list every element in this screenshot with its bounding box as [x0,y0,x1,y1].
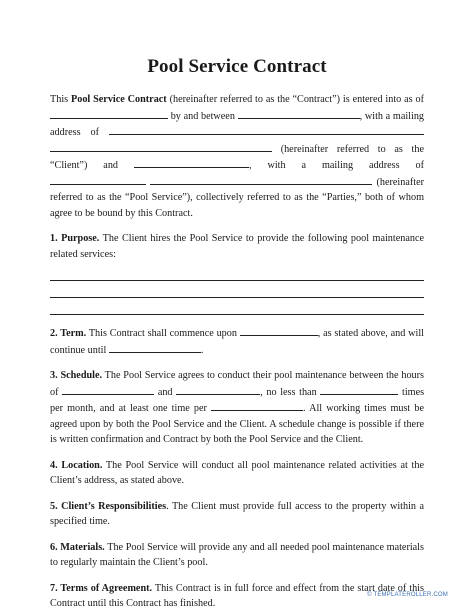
section-client-responsibilities [50,499,424,530]
intro-text: , with a mailing [359,110,425,122]
section-text: This Contract is in full force and effect from the start date of this Contract until this Contract has finished. [50,582,424,609]
client-address-blank[interactable] [109,124,424,135]
commence-date-blank[interactable] [240,325,318,336]
section-text: . [200,344,204,356]
start-hour-blank[interactable] [62,384,154,395]
intro-text: address of [50,127,100,138]
section-text: times per month, and at least one time per [50,386,425,414]
section-text: The Client hires the Pool Service to provide the following pool maintenance related services: [50,233,424,260]
section-heading: 4. Location. [50,459,103,471]
section-term [50,325,424,358]
intro-text: (hereinafter referred to as the “Pool Service”), collectively referred to as the “Parties,” both of whom agree to be bound by this Contract. [50,176,425,219]
intro-text: (hereinafter referred to as the “Contract”) is entered into as of [169,94,424,105]
section-text: and [157,386,173,398]
client-name-blank[interactable] [238,108,360,119]
intro-contract-name: Pool Service Contract [71,94,167,105]
section-text: The Pool Service will conduct all pool maintenance related activities at the Client’s address, as stated above. [50,459,424,486]
section-text: . All working times must be agreed upon by both the Pool Service and the Client. A schedule change is possible if there is written confirmation and Contract by both the Pool Service and the Client. [50,403,424,445]
section-heading: 7. Terms of Agreement. [50,582,153,594]
intro-text: (hereinafter referred to as the “Client”) [50,143,425,171]
client-address-blank-2[interactable] [50,141,272,152]
footer-watermark[interactable]: © TEMPLATEROLLER.COM [367,592,448,598]
section-heading: 6. Materials. [50,541,105,553]
section-location [50,458,424,489]
intro-text: by and between [170,110,235,122]
end-date-blank[interactable] [109,342,201,353]
section-schedule [50,368,424,448]
section-text: . The Client must provide full access to the property within a specified time. [50,500,424,527]
section-heading: 3. Schedule. [50,370,103,381]
times-count-blank[interactable] [320,384,398,395]
section-text: This Contract shall commence upon [88,328,237,339]
document-body [50,92,424,612]
intro-paragraph [50,92,424,221]
purpose-line-2[interactable] [50,285,424,298]
section-text: , no less than [260,386,317,398]
purpose-line-1[interactable] [50,268,424,281]
section-heading: 5. Client’s Responsibilities [50,500,167,512]
pool-service-address-blank-2[interactable] [150,174,372,185]
date-blank[interactable] [50,108,168,119]
intro-text: This [50,94,69,105]
pool-service-address-blank[interactable] [50,174,146,185]
section-heading: 1. Purpose. [50,233,100,244]
end-hour-blank[interactable] [176,384,260,395]
intro-text: , with a mailing address of [248,160,425,171]
section-materials [50,540,424,571]
section-heading: 2. Term. [50,328,87,339]
purpose-line-3[interactable] [50,302,424,315]
section-text: , as stated above, and will continue until [50,328,425,356]
section-text: The Pool Service agrees to conduct their pool maintenance between the hours of [50,370,424,398]
document-title: Pool Service Contract [147,56,327,77]
pool-service-name-blank[interactable] [134,157,249,168]
purpose-lines [50,268,424,315]
section-text: The Pool Service will provide any and all needed pool maintenance materials to regularly maintain the Client’s pool. [50,541,424,568]
intro-text: and [103,160,119,171]
period-blank[interactable] [211,400,303,411]
section-purpose [50,231,424,262]
